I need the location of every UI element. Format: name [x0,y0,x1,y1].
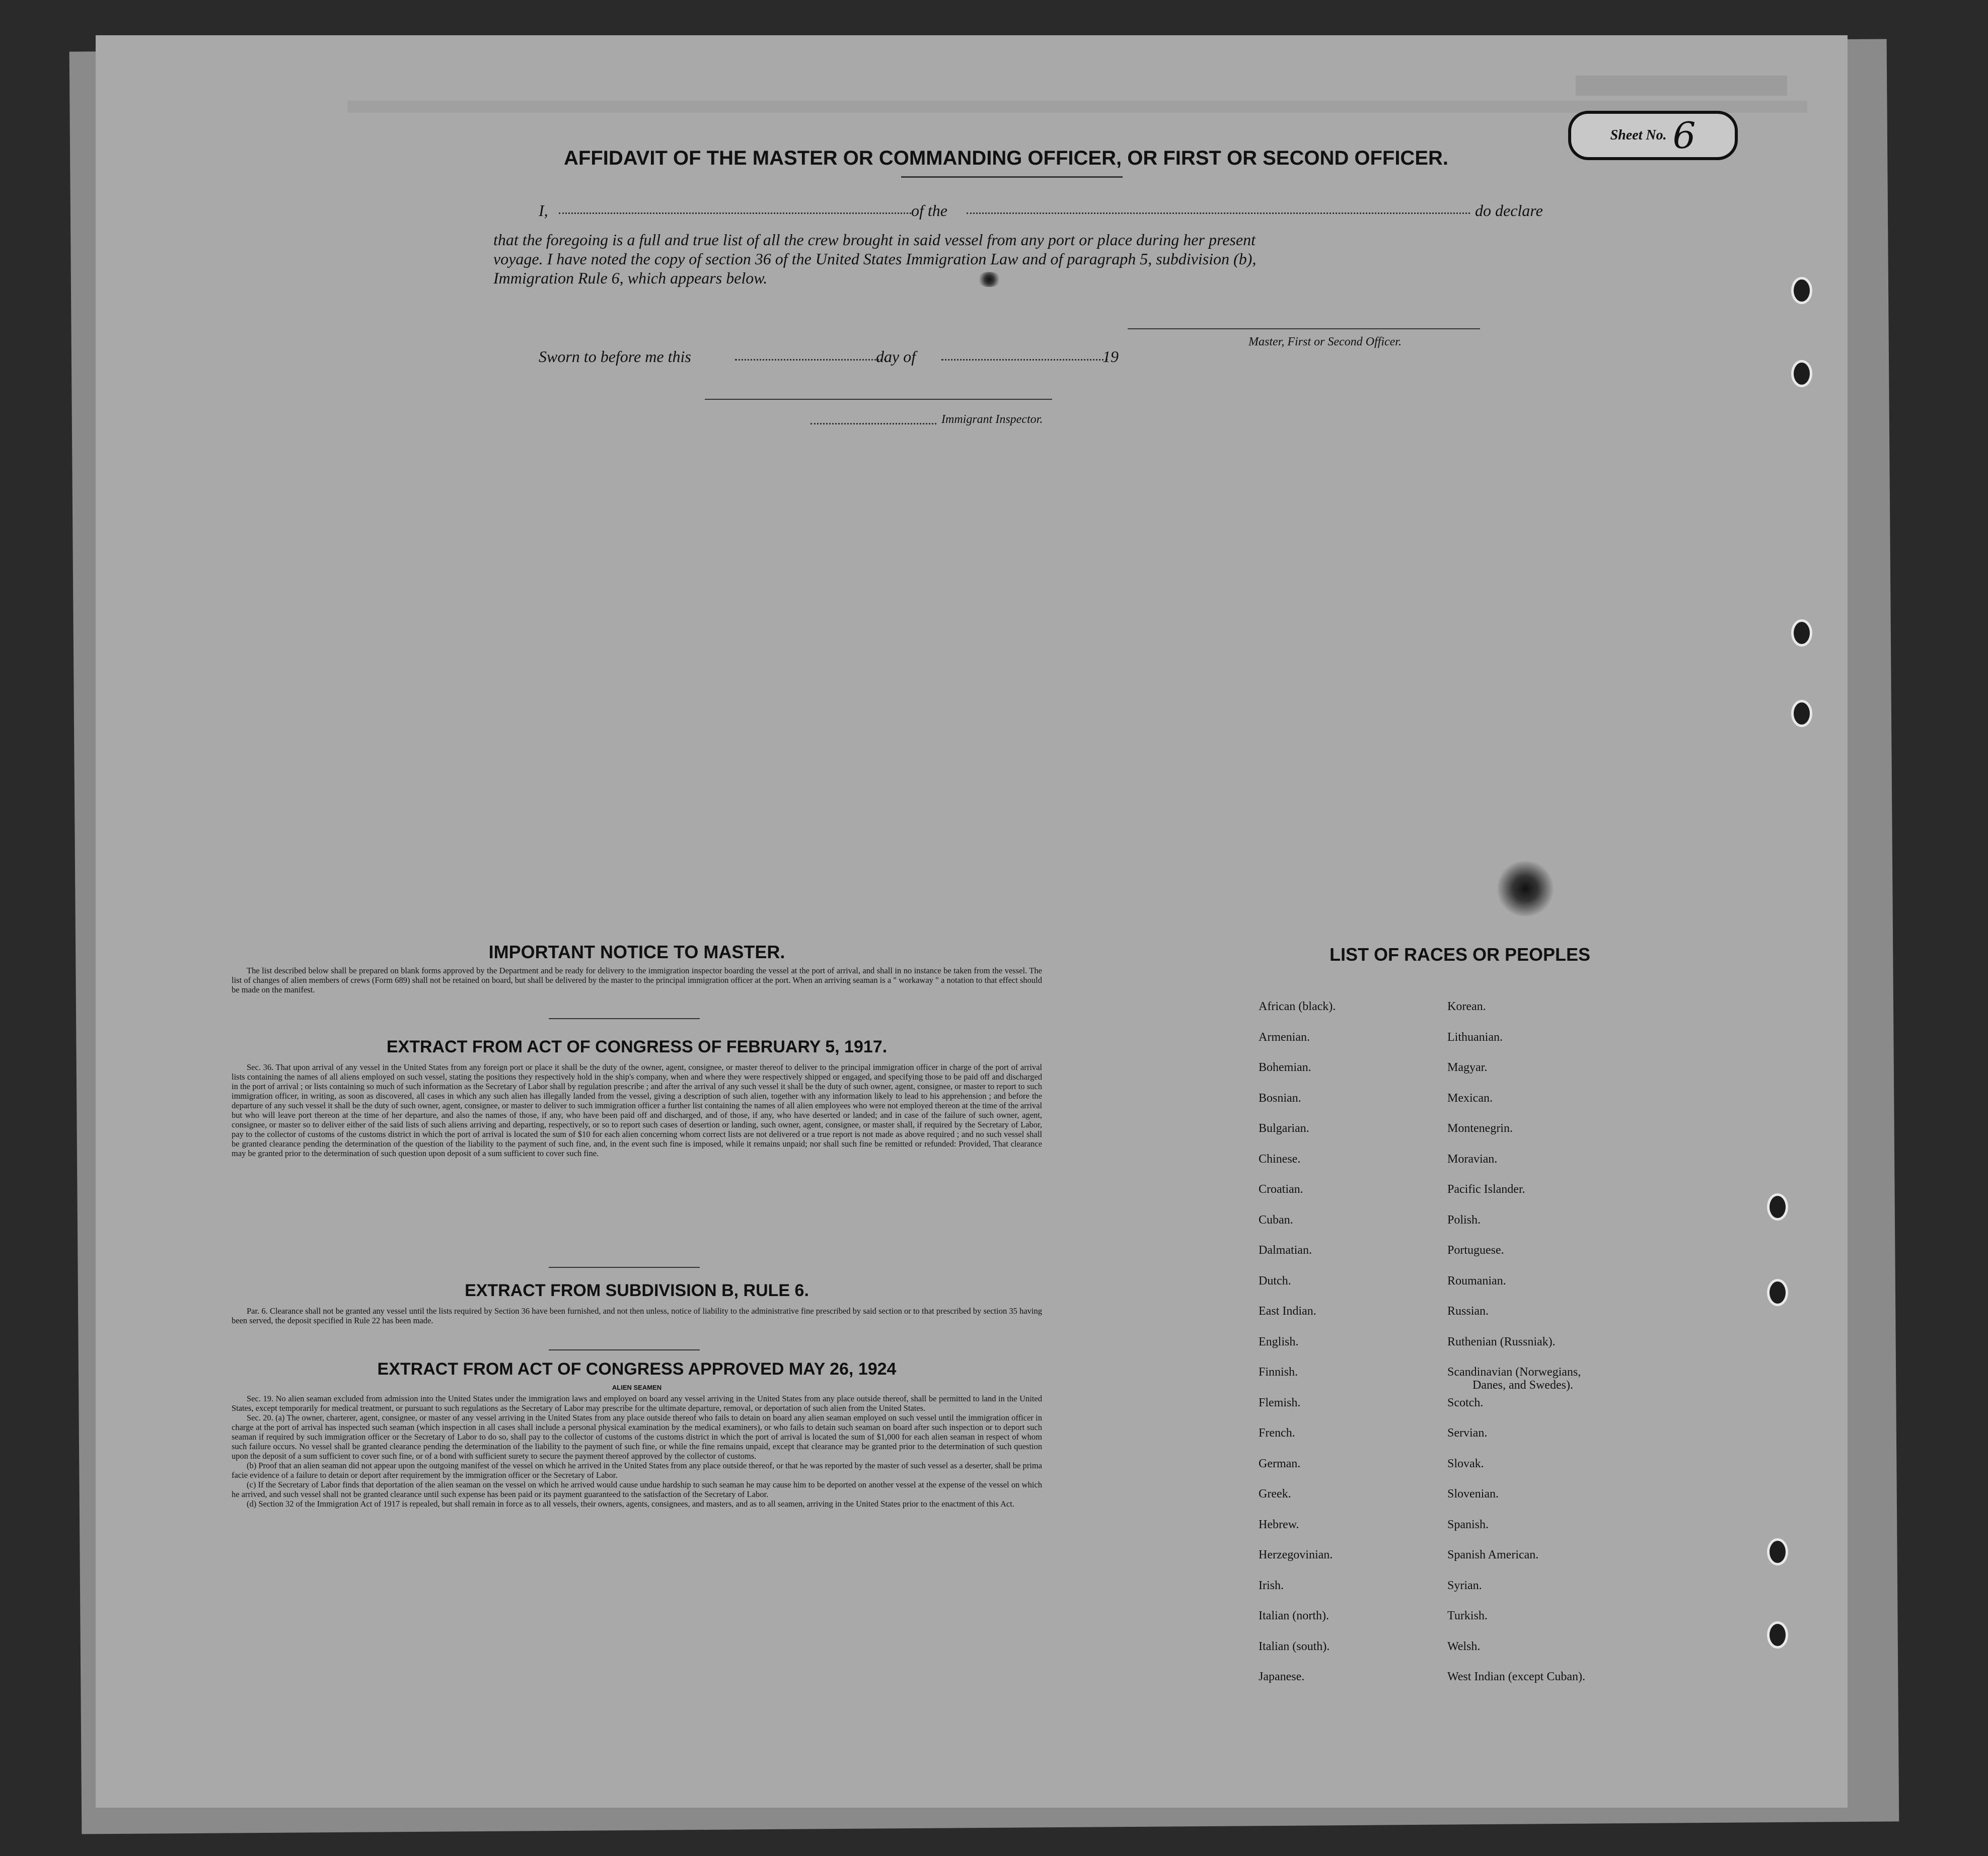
punch-hole [1791,700,1812,727]
race-item: Korean. [1447,1000,1486,1013]
sec20d-paragraph: (d) Section 32 of the Immigration Act of 1917 is repealed, but shall remain in force as to all vessels, their owners, agents, consignees, and masters, and as to all seamen, arriving in the United States prior to the enactment of this Act. [247,1499,1014,1509]
race-item: Chinese. [1259,1152,1301,1166]
punch-hole [1791,619,1812,647]
rule6-paragraph: Par. 6. Clearance shall not be granted any vessel until the lists required by Section 36 have been furnished, and not then unless, notice of liability to the administrative fine prescribed by said section or to that prescribed by section 35 having been served, the deposit specified in Rule 22 has been made. [232,1306,1042,1325]
sec19-paragraph: Sec. 19. No alien seaman excluded from admission into the United States under the immigration laws and employed on board any vessel arriving in the United States from any place outside thereof, shall be permitted to land in the United States, except temporarily for medical treatment, or pursuant to such regulations as the Secretary of Labor may prescribe for the ultimate departure, removal, or deportation of such alien from the United States. [232,1394,1042,1413]
race-item: Croatian. [1259,1183,1303,1196]
race-item: Polish. [1447,1213,1481,1227]
race-item: Welsh. [1447,1639,1481,1653]
race-item: Slovenian. [1447,1487,1499,1501]
punch-hole [1791,360,1812,387]
race-item: Irish. [1259,1579,1284,1592]
race-item: Japanese. [1259,1670,1305,1683]
race-item: Dutch. [1259,1274,1291,1288]
rule6-text [232,1306,1042,1325]
vessel-blank-line[interactable] [967,212,1470,214]
race-item: English. [1259,1335,1299,1348]
divider-rule [549,1018,700,1019]
sec20c-paragraph: (c) If the Secretary of Labor finds that deportation of the alien seaman on the vessel on which he arrived would cause undue hardship to such seaman he may cause him to be deported on another vessel at the expense of the vessel on which he arrived, and such vessel shall not be granted clearance until such expense has been paid or its payment guaranteed to the satisfaction of the Secretary of Labor. [232,1480,1042,1499]
affidavit-title: AFFIDAVIT OF THE MASTER OR COMMANDING OFFICER, OR FIRST OR SECOND OFFICER. [564,147,1448,169]
race-item-line: Scandinavian (Norwegians, [1447,1366,1581,1379]
race-item-continuation: Danes, and Swedes). [1472,1379,1573,1392]
race-item: Servian. [1447,1426,1488,1440]
punch-hole [1767,1279,1788,1306]
race-item: Syrian. [1447,1579,1482,1592]
ink-smudge [1495,861,1556,916]
sec36-paragraph: Sec. 36. That upon arrival of any vessel in the United States from any foreign port or place it shall be the duty of the owner, agent, consignee, or master thereof to deliver to the principal immigration officer in charge of the port of arrival lists containing the names of all aliens employed on such vessel, stating the positions they respectively hold in the ship's company, when and where they were respectively shipped or engaged, and specifying those to be paid off and discharged in the port of arrival ; or lists containing so much of such information as the Secretary of Labor shall by regulation prescribe ; and after the arrival of any such vessel it shall be the duty of such owner, agent, consignee, or master to report to such immigration officer, in writing, as soon as discovered, all cases in which any such alien has illegally landed from the vessel, giving a description of such alien, together with any information likely to lead to his apprehension ; and before the departure of any such vessel it shall be the duty of such owner, agent, consignee, or master to deliver to such immigration officer a further list containing the names of all alien employees who were not employed thereon at the time of the arrival but who will leave port thereon at the time of her departure, and also the names of those, if any, who have been paid off and discharged, and of those, if any, who have deserted or landed; and in case of the failure of such owner, agent, consignee, or master so to deliver either of the said lists of such aliens arriving and departing, respectively, or so to report such cases of desertion or landing, such owner, agent, consignee, or master shall, if required by the Secretary of Labor, pay to the collector of customs of the customs district in which the port of arrival is located the sum of $10 for each alien concerning whom correct lists are not delivered or a true report is not made as above required ; and no such vessel shall be granted clearance pending the determination of the question of the liability to the payment of such fine, and, in the event such fine is imposed, while it remains unpaid; nor shall such fine be remitted or refunded: Provided, That clearance may be granted prior to the determination of such question upon deposit of a sum sufficient to cover such fine. [232,1062,1042,1158]
affidavit-of-the: of the [911,201,947,220]
race-item: Finnish. [1259,1366,1298,1379]
punch-hole [1767,1621,1788,1649]
extract-1917-text [232,1062,1042,1158]
notice-title: IMPORTANT NOTICE TO MASTER. [488,942,785,962]
affidavit-i: I, [539,201,548,220]
rule6-title: EXTRACT FROM SUBDIVISION B, RULE 6. [465,1281,809,1300]
year-prefix: 19 [1102,347,1119,366]
sheet-number-label: Sheet No. [1610,127,1667,143]
race-item: Pacific Islander. [1447,1183,1525,1196]
race-item: Lithuanian. [1447,1030,1503,1044]
notice-paragraph: The list described below shall be prepared on blank forms approved by the Department and be ready for delivery to the immigration inspector boarding the vessel at the port of arrival, and shall in no instance be taken from the vessel. The list of changes of alien members of crews (Form 689) shall not be retained on board, but shall be delivered by the master to the principal immigration officer at the port. When an arriving seaman is a " workaway " a notation to that effect should be made on the manifest. [232,966,1042,994]
master-signature-line[interactable] [1128,328,1480,329]
race-item: Herzegovinian. [1259,1548,1333,1561]
race-item: Scotch. [1447,1396,1484,1409]
race-item: Flemish. [1259,1396,1301,1409]
race-item [1447,1366,1585,1396]
extract-1924-text [232,1394,1042,1509]
race-item: Italian (south). [1259,1639,1330,1653]
sec20b-paragraph: (b) Proof that an alien seaman did not appear upon the outgoing manifest of the vessel on which he arrived in the United States from any place outside thereof, or that he was reported by the master of such vessel as a deserter, shall be prima facie evidence of a failure to detain or deport after requirement by the immigration officer or the Secretary of Labor. [232,1461,1042,1480]
race-item: Moravian. [1447,1152,1498,1166]
inspector-signature-line[interactable] [705,399,1052,400]
race-item: West Indian (except Cuban). [1447,1670,1585,1683]
document-page [96,35,1848,1808]
affidavit-line-3: voyage. I have noted the copy of section 36 of the United States Immigration Law and of paragraph 5, subdivision (b), [493,250,1257,268]
sheet-number-value: 6 [1672,114,1696,157]
race-item: East Indian. [1259,1305,1316,1318]
bleed-through-mark [1576,76,1787,96]
affidavit-line-4: Immigration Rule 6, which appears below. [493,269,768,287]
race-item: Dalmatian. [1259,1244,1312,1257]
affidavit-do-declare: do declare [1475,201,1543,220]
ink-smudge [977,272,1002,287]
race-item: Slovak. [1447,1457,1484,1470]
race-item: Turkish. [1447,1609,1488,1622]
punch-hole [1767,1538,1788,1565]
divider-rule [901,176,1123,178]
races-title: LIST OF RACES OR PEOPLES [1329,944,1591,965]
divider-rule [549,1267,700,1268]
race-item: Bosnian. [1259,1091,1301,1105]
inspector-dotted-line [811,423,936,424]
race-item: African (black). [1259,1000,1336,1013]
name-blank-line[interactable] [559,212,911,214]
race-item: Spanish American. [1447,1548,1539,1561]
race-item: Hebrew. [1259,1518,1299,1531]
affidavit-line-2: that the foregoing is a full and true list of all the crew brought in said vessel from any port or place during her present [493,231,1256,249]
sworn-month-blank[interactable] [941,359,1108,361]
race-item: Montenegrin. [1447,1122,1513,1135]
day-of-text: day of [876,347,916,366]
race-item: Cuban. [1259,1213,1293,1227]
extract-1924-title: EXTRACT FROM ACT OF CONGRESS APPROVED MAY 26, 1924 [377,1360,897,1379]
inspector-caption: Immigrant Inspector. [941,413,1043,426]
sec20a-paragraph: Sec. 20. (a) The owner, charterer, agent, consignee, or master of any vessel arriving in the United States from any place outside thereof who fails to detain on board any alien seaman employed on such vessel until the immigration officer in charge at the port of arrival has inspected such seaman (which inspection in all cases shall include a personal physical examination by the medical examiners), or who fails to detain such seaman on board after such inspection or to deport such seaman if required by such immigration officer or the Secretary of Labor to do so, shall pay to the collector of customs of the customs district in which the port of arrival is located the sum of $1,000 for each alien seaman in respect of whom such failure occurs. No vessel shall be granted clearance pending the determination of the liability to the payment of such fine, or while the fine remains unpaid, except that clearance may be granted prior to the determination of such question upon the deposit of a sum sufficient to cover such fine, or of a bond with sufficient surety to secure the payment thereof approved by the collector of customs. [232,1413,1042,1461]
race-item: Greek. [1259,1487,1291,1501]
divider-rule [549,1349,700,1350]
race-item: Ruthenian (Russniak). [1447,1335,1556,1348]
master-signature-caption: Master, First or Second Officer. [1248,335,1402,348]
punch-hole [1767,1193,1788,1221]
sheet-number-box [1568,111,1738,160]
race-item: Italian (north). [1259,1609,1329,1622]
races-right-column [1447,1000,1585,1701]
extract-1924-subtitle: ALIEN SEAMEN [612,1384,662,1391]
extract-1917-title: EXTRACT FROM ACT OF CONGRESS OF FEBRUARY 5, 1917. [386,1037,888,1056]
race-item: Bulgarian. [1259,1122,1309,1135]
race-item: French. [1259,1426,1295,1440]
race-item: Mexican. [1447,1091,1493,1105]
race-item: Portuguese. [1447,1244,1504,1257]
race-item: Bohemian. [1259,1061,1311,1074]
race-item: Magyar. [1447,1061,1488,1074]
race-item: Russian. [1447,1305,1489,1318]
races-left-column [1259,1000,1336,1701]
race-item: Roumanian. [1447,1274,1506,1288]
sworn-day-blank[interactable] [735,359,886,361]
race-item: Armenian. [1259,1030,1310,1044]
race-item: Spanish. [1447,1518,1489,1531]
sworn-text: Sworn to before me this [539,347,691,366]
notice-text [232,966,1042,994]
race-item: German. [1259,1457,1301,1470]
punch-hole [1791,277,1812,304]
